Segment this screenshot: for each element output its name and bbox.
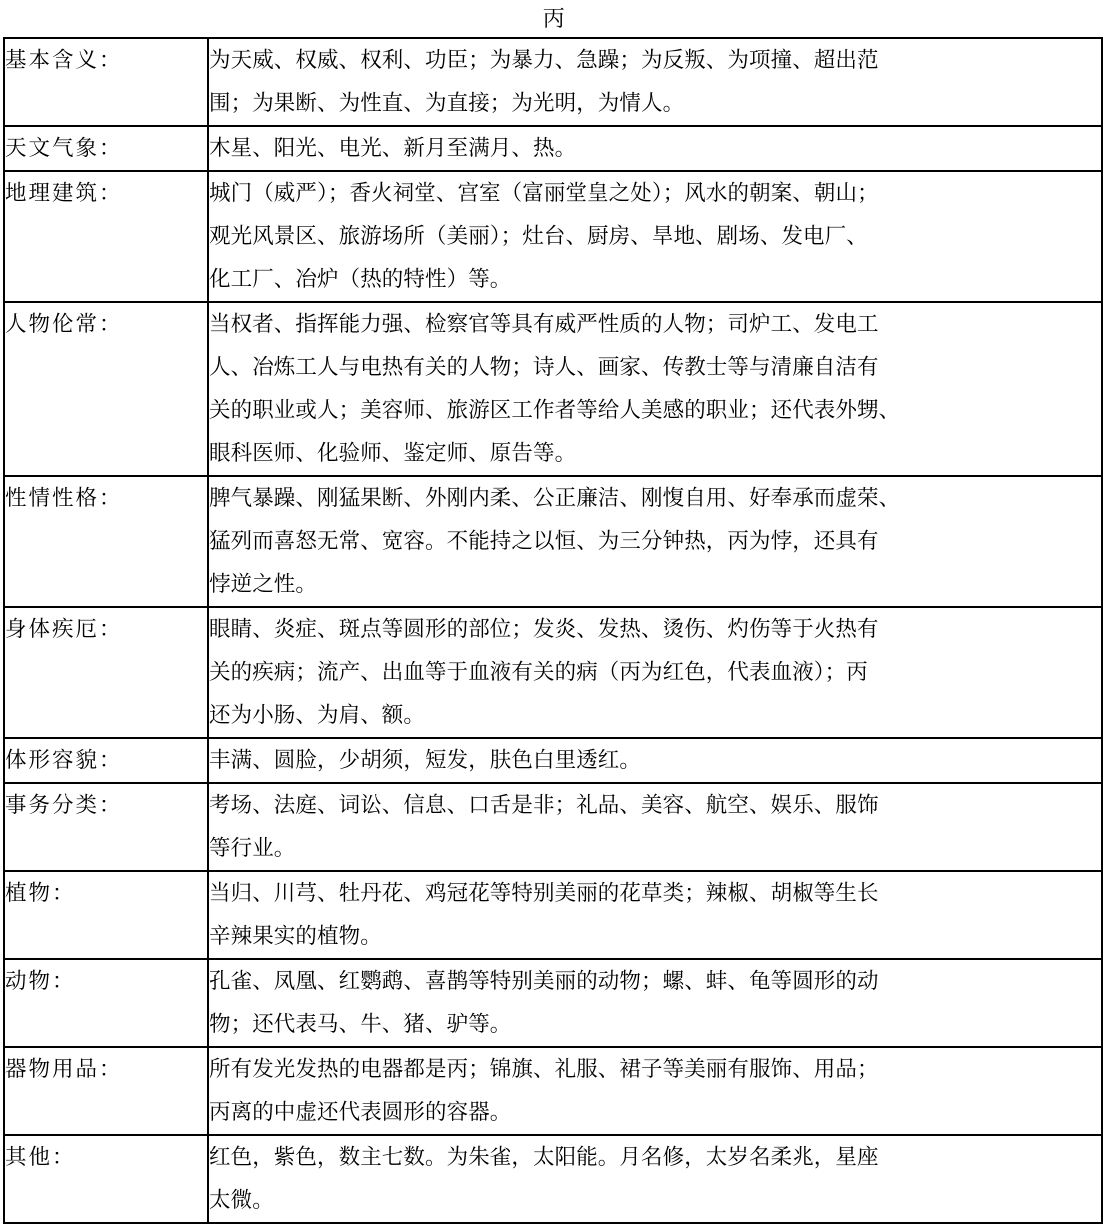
row-label: 事务分类： — [4, 783, 208, 871]
row-content — [208, 126, 1102, 171]
row-content — [208, 871, 1102, 959]
row-label: 人物伦常： — [4, 302, 208, 476]
content-line: 化工厂、冶炉（热的特性）等。 — [209, 267, 512, 292]
table-row — [4, 783, 1102, 871]
content-line: 眼科医师、化验师、鉴定师、原告等。 — [209, 441, 577, 466]
row-label: 器物用品： — [4, 1047, 208, 1135]
row-content — [208, 959, 1102, 1047]
table-row — [4, 38, 1102, 126]
page-title: 丙 — [542, 7, 566, 32]
row-content — [208, 783, 1102, 871]
row-content — [208, 1135, 1102, 1223]
content-line: 眼睛、炎症、斑点等圆形的部位；发炎、发热、烫伤、灼伤等于火热有 — [209, 617, 879, 642]
row-content — [208, 476, 1102, 607]
content-line: 辛辣果实的植物。 — [209, 924, 382, 949]
table-row — [4, 959, 1102, 1047]
table-row — [4, 171, 1102, 302]
row-content — [208, 302, 1102, 476]
table-row — [4, 1047, 1102, 1135]
content-line: 考场、法庭、词讼、信息、口舌是非；礼品、美容、航空、娱乐、服饰 — [209, 793, 879, 818]
content-line: 人、冶炼工人与电热有关的人物；诗人、画家、传教士等与清廉自洁有 — [209, 355, 879, 380]
table-row — [4, 871, 1102, 959]
content-line: 城门（威严）；香火祠堂、宫室（富丽堂皇之处）；风水的朝案、朝山； — [209, 181, 879, 206]
content-line: 等行业。 — [209, 836, 296, 861]
content-line: 围；为果断、为性直、为直接；为光明，为情人。 — [209, 91, 685, 116]
content-line: 丙离的中虚还代表圆形的容器。 — [209, 1100, 512, 1125]
row-content — [208, 738, 1102, 783]
row-label: 基本含义： — [4, 38, 208, 126]
content-line: 丰满、圆脸，少胡须，短发，肤色白里透红。 — [209, 748, 642, 773]
table-row — [4, 1135, 1102, 1223]
content-line: 还为小肠、为肩、额。 — [209, 703, 426, 728]
row-label: 其他： — [4, 1135, 208, 1223]
row-content — [208, 38, 1102, 126]
table-row — [4, 738, 1102, 783]
content-line: 红色，紫色，数主七数。为朱雀，太阳能。月名修，太岁名柔兆，星座 — [209, 1145, 879, 1170]
row-label: 身体疾厄： — [4, 607, 208, 738]
content-line: 为天威、权威、权利、功臣；为暴力、急躁；为反叛、为项撞、超出范 — [209, 48, 879, 73]
row-content — [208, 1047, 1102, 1135]
content-line: 所有发光发热的电器都是丙；锦旗、礼服、裙子等美丽有服饰、用品； — [209, 1057, 879, 1082]
content-line: 当归、川芎、牡丹花、鸡冠花等特别美丽的花草类；辣椒、胡椒等生长 — [209, 881, 879, 906]
table-row — [4, 126, 1102, 171]
row-label: 动物： — [4, 959, 208, 1047]
table-row — [4, 302, 1102, 476]
row-label: 地理建筑： — [4, 171, 208, 302]
table-body — [4, 38, 1102, 1223]
content-line: 关的疾病；流产、出血等于血液有关的病（丙为红色，代表血液）；丙 — [209, 660, 868, 685]
content-line: 脾气暴躁、刚猛果断、外刚内柔、公正廉洁、刚愎自用、好奉承而虚荣、 — [209, 486, 901, 511]
table-row — [4, 476, 1102, 607]
content-line: 孔雀、凤凰、红鹦鹉、喜鹊等特别美丽的动物；螺、蚌、龟等圆形的动 — [209, 969, 879, 994]
content-line: 当权者、指挥能力强、检察官等具有威严性质的人物；司炉工、发电工 — [209, 312, 879, 337]
content-line: 悖逆之性。 — [209, 572, 318, 597]
attributes-table — [3, 37, 1103, 1224]
content-line: 猛列而喜怒无常、宽容。不能持之以恒、为三分钟热，丙为悖，还具有 — [209, 529, 879, 554]
row-label: 天文气象： — [4, 126, 208, 171]
content-line: 物；还代表马、牛、猪、驴等。 — [209, 1012, 512, 1037]
row-content — [208, 171, 1102, 302]
row-label: 植物： — [4, 871, 208, 959]
content-line: 关的职业或人；美容师、旅游区工作者等给人美感的职业；还代表外甥、 — [209, 398, 901, 423]
content-line: 木星、阳光、电光、新月至满月、热。 — [209, 136, 577, 161]
content-line: 太微。 — [209, 1188, 274, 1213]
row-content — [208, 607, 1102, 738]
table-row — [4, 607, 1102, 738]
content-line: 观光风景区、旅游场所（美丽）；灶台、厨房、旱地、剧场、发电厂、 — [209, 224, 868, 249]
row-label: 体形容貌： — [4, 738, 208, 783]
row-label: 性情性格： — [4, 476, 208, 607]
